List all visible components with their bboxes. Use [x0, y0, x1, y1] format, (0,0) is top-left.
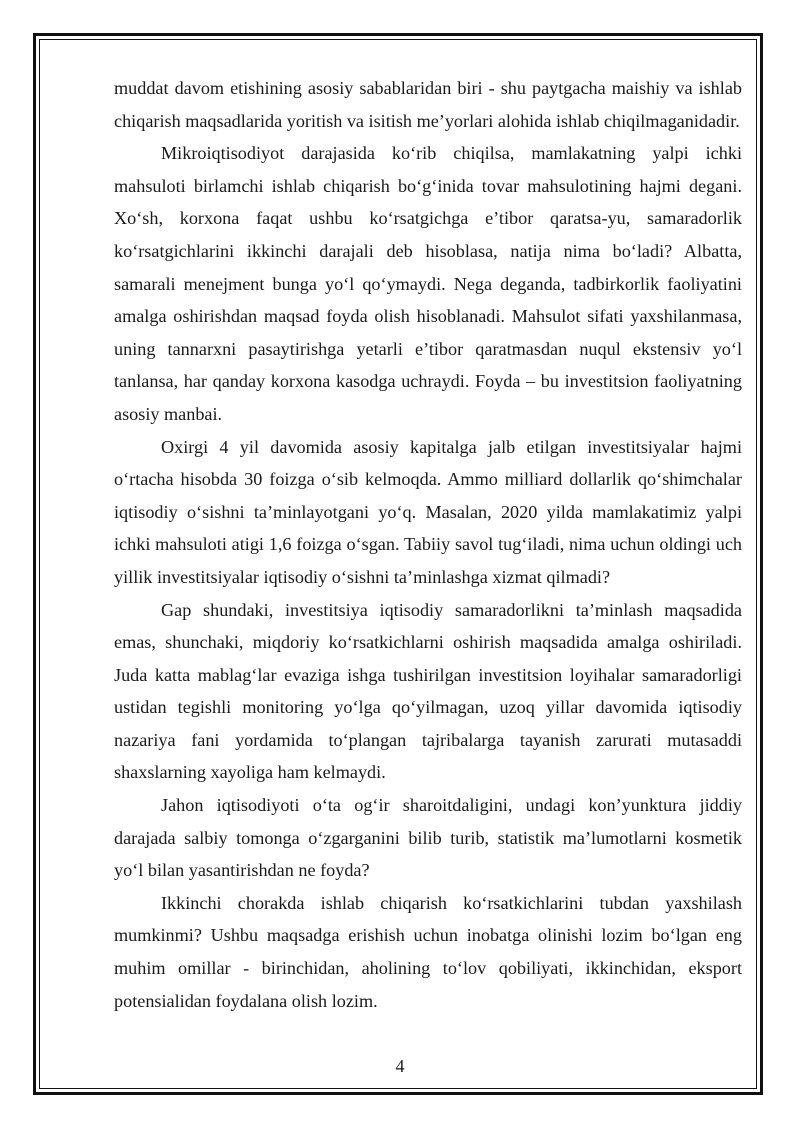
paragraph-continuation: muddat davom etishining asosiy sabablaridan biri - shu paytgacha maishiy va ishlab chiqarish maqsadlarida yoritish va isitish me’yorlari alohida ishlab chiqilmaganidadir.: [114, 78, 742, 131]
paragraph-world-economy: Jahon iqtisodiyoti o‘ta og‘ir sharoitdaligini, undagi kon’yunktura jiddiy darajada salbiy tomonga o‘zgarganini bilib turib, statistik ma’lumotlarni kosmetik yo‘l bilan yasantirishdan ne foyda?: [114, 795, 742, 881]
paragraph-investments: Oxirgi 4 yil davomida asosiy kapitalga jalb etilgan investitsiyalar hajmi o‘rtacha hisobda 30 foizga o‘sib kelmoqda. Ammo milliard dollarlik qo‘shimchalar iqtisodiy o‘sishni ta’minlayotgani yo‘q. Masalan, 2020 yilda mamlakatimiz yalpi ichki mahsuloti atigi 1,6 foizga o‘sgan. Tabiiy savol tug‘iladi, nima uchun oldingi uch yillik investitsiyalar iqtisodiy o‘sishni ta’minlashga xizmat qilmadi?: [114, 436, 742, 587]
paragraph-second-quarter: Ikkinchi chorakda ishlab chiqarish ko‘rsatkichlarini tubdan yaxshilash mumkinmi? Ushbu maqsadga erishish uchun inobatga olinishi lozim bo‘lgan eng muhim omillar - birinchidan, aholining to‘lov qobiliyati, ikkinchidan, eksport potensialidan foydalana olish lozim.: [114, 892, 742, 1011]
paragraph-microeconomics: Mikroiqtisodiyot darajasida ko‘rib chiqilsa, mamlakatning yalpi ichki mahsuloti birlamchi ishlab chiqarish bo‘g‘inida tovar mahsulotining hajmi degani. Xo‘sh, korxona faqat ushbu ko‘rsatgichga e’tibor qaratsa-yu, samaradorlik ko‘rsatgichlarini ikkinchi darajali deb hisoblasa, natija nima bo‘ladi? Albatta, samarali menejment bunga yo‘l qo‘ymaydi. Nega deganda, tadbirkorlik faoliyatini amalga oshirishdan maqsad foyda olish hisoblanadi. Mahsulot sifati yaxshilanmasa, uning tannarxni pasaytirishga yetarli e’tibor qaratmasdan nuqul ekstensiv yo‘l tanlansa, har qanday korxona kasodga uchraydi. Foyda – bu investitsion faoliyatning asosiy manbai.: [114, 143, 742, 424]
paragraph-monitoring: Gap shundaki, investitsiya iqtisodiy samaradorlikni ta’minlash maqsadida emas, shunchaki, miqdoriy ko‘rsatkichlarni oshirish maqsadida amalga oshiriladi. Juda katta mablag‘lar evaziga ishga tushirilgan investitsion loyihalar samaradorligi ustidan tegishli monitoring yo‘lga qo‘yilmagan, uzoq yillar davomida iqtisodiy nazariya fani yordamida to‘plangan tajribalarga tayanish zarurati mutasaddi shaxslarning xayoliga ham kelmaydi.: [114, 599, 742, 783]
page-body-text: [114, 72, 742, 1017]
page-number: 4: [395, 1056, 405, 1076]
